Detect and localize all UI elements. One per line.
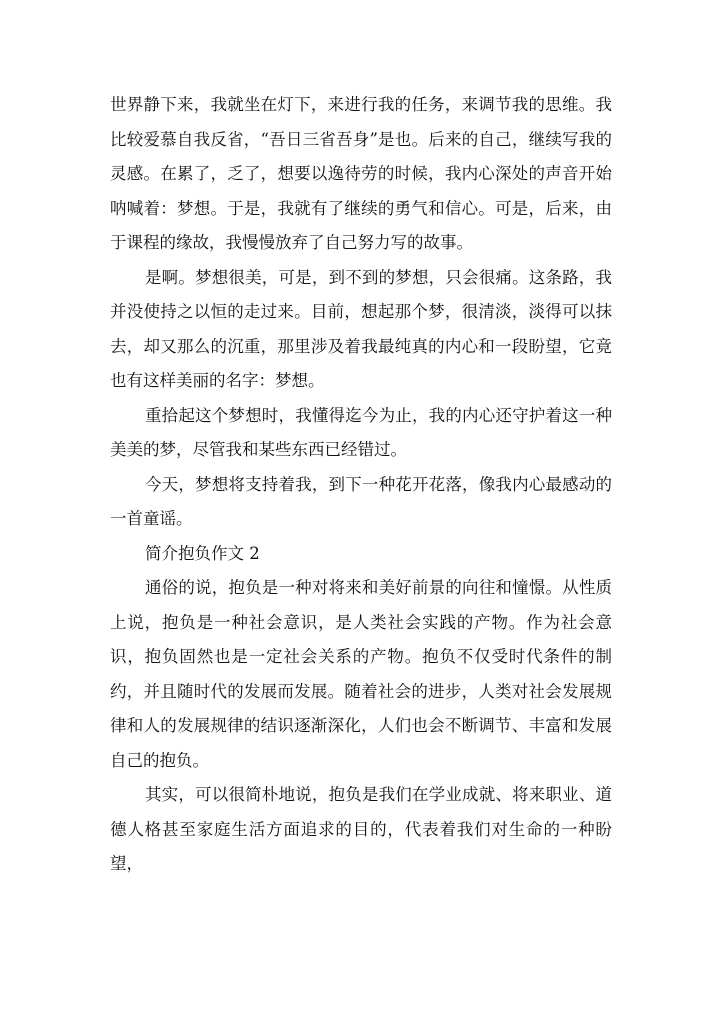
section-heading: 简介抱负作文 2 xyxy=(145,543,260,563)
paragraph-3: 重拾起这个梦想时，我懂得迄今为止，我的内心还守护着这一种美美的梦，尽管我和某些东西已经错过。 xyxy=(110,405,612,459)
paragraph-4: 今天，梦想将支持着我，到下一种花开花落，像我内心最感动的一首童谣。 xyxy=(110,474,612,528)
document-body xyxy=(110,88,612,882)
paragraph-2: 是啊。梦想很美，可是，到不到的梦想，只会很痛。这条路，我并没使持之以恒的走过来。目前，想起那个梦，很清淡，淡得可以抹去，却又那么的沉重，那里涉及着我最纯真的内心和一段盼望，它竟也有这样美丽的名字：梦想。 xyxy=(110,267,612,390)
paragraph-5: 通俗的说，抱负是一种对将来和美好前景的向往和憧憬。从性质上说，抱负是一种社会意识，是人类社会实践的产物。作为社会意识，抱负固然也是一定社会关系的产物。抱负不仅受时代条件的制约，并且随时代的发展而发展。随着社会的进步，人类对社会发展规律和人的发展规律的结识逐渐深化，人们也会不断调节、丰富和发展自己的抱负。 xyxy=(110,578,612,770)
paragraph-1: 世界静下来，我就坐在灯下，来进行我的任务，来调节我的思维。我比较爱慕自我反省，“吾日三省吾身”是也。后来的自己，继续写我的灵感。在累了，乏了，想要以逸待劳的时候，我内心深处的声音开始呐喊着：梦想。于是，我就有了继续的勇气和信心。可是，后来，由于课程的缘故，我慢慢放弃了自己努力写的故事。 xyxy=(110,95,612,252)
paragraph-6: 其实，可以很简朴地说，抱负是我们在学业成就、将来职业、道德人格甚至家庭生活方面追求的目的，代表着我们对生命的一种盼望， xyxy=(110,785,612,873)
